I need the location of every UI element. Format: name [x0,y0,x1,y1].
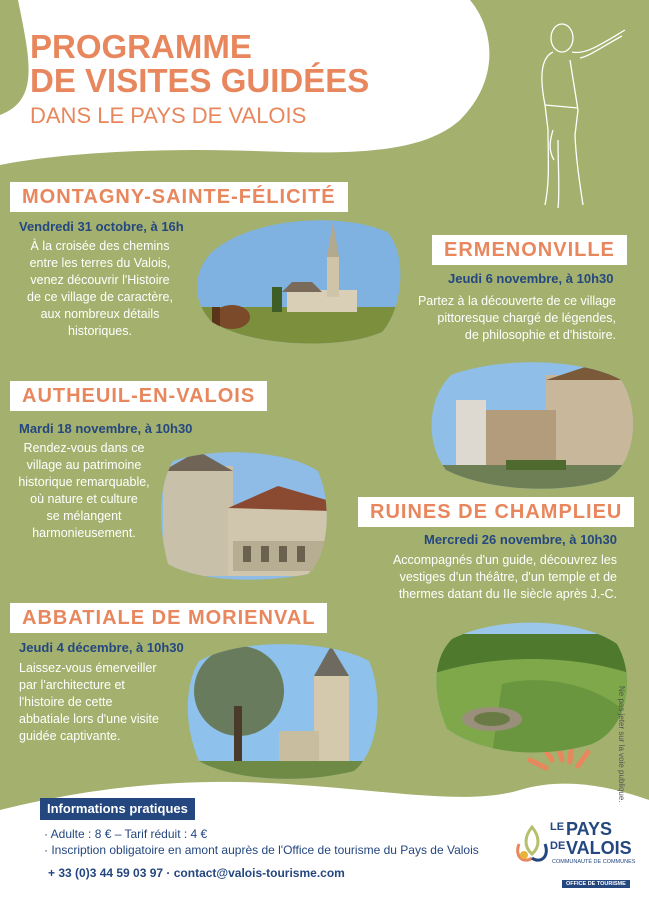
visit-title-autheuil: AUTHEUIL-EN-VALOIS [10,381,267,411]
side-note: Ne pas jeter sur la voie publique. [617,686,626,803]
pays-de-valois-logo [514,820,634,900]
visit-desc-autheuil: Rendez-vous dans ce village au patrimoine historique remarquable, où nature et culture se mélangent harmonieusement. [18,441,150,540]
visit-title-ermenonville: ERMENONVILLE [432,235,627,265]
visit-desc-montagny: À la croisée des chemins entre les terres du Valois, venez découvrir l'Histoire de ce village de caractère, aux nombreux détails historiques. [27,239,173,338]
logo-subtitle: COMMUNAUTÉ DE COMMUNES [552,859,636,865]
info-title: Informations pratiques [40,798,195,820]
title-line-2: DE VISITES GUIDÉES [30,62,370,99]
visit-date-ermenonville: Jeudi 6 novembre, à 10h30 [448,271,614,286]
visit-title-morienval: ABBATIALE DE MORIENVAL [10,603,327,633]
info-registration: · Inscription obligatoire en amont auprès de l'Office de tourisme du Pays de Valois [44,843,479,857]
photo-champlieu-ruins [432,614,632,754]
photo-ermenonville-village [426,355,636,490]
logo-de: DE [550,840,566,852]
logo-office: OFFICE DE TOURISME [562,880,630,888]
visit-title-montagny: MONTAGNY-SAINTE-FÉLICITÉ [10,182,348,212]
visit-desc-ermenonville: Partez à la découverte de ce village pittoresque chargé de légendes, de philosophie et d'histoire. [417,294,616,342]
logo-le: LE [550,821,565,833]
visit-desc-champlieu: Accompagnés d'un guide, découvrez les vestiges d'un théâtre, d'un temple et de thermes datant du IIe siècle après J.-C. [392,553,617,601]
logo-valois: VALOIS [566,838,632,858]
title-subtitle: DANS LE PAYS DE VALOIS [30,103,307,128]
title-line-1: PROGRAMME [30,28,252,65]
visit-date-champlieu: Mercredi 26 novembre, à 10h30 [424,532,617,547]
photo-montagny-church [192,212,407,344]
guide-figure-icon [542,24,625,208]
photo-autheuil-priory [158,446,330,582]
visit-desc-morienval: Laissez-vous émerveiller par l'architecture et l'histoire de cette abbatiale lors d'une visite guidée captivante. [19,661,159,743]
logo-pays: PAYS [566,819,613,839]
info-price: · Adulte : 8 € – Tarif réduit : 4 € [44,827,208,841]
photo-morienval-abbey [184,636,384,781]
fleur-de-lis-icon [514,822,554,872]
visit-date-autheuil: Mardi 18 novembre, à 10h30 [19,421,193,436]
visit-date-montagny: Vendredi 31 octobre, à 16h [19,219,184,234]
info-contact: + 33 (0)3 44 59 03 97 · contact@valois-tourisme.com [48,866,345,880]
visit-title-champlieu: RUINES DE CHAMPLIEU [358,497,634,527]
visit-date-morienval: Jeudi 4 décembre, à 10h30 [19,640,184,655]
